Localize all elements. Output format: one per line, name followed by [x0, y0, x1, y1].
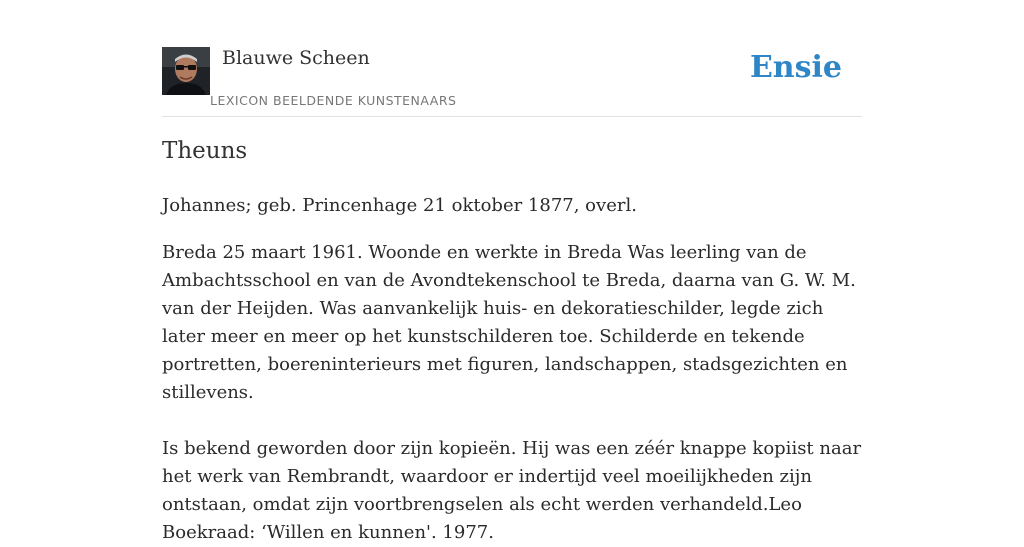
author-name[interactable]: Blauwe Scheen	[222, 47, 370, 69]
avatar-photo-icon	[162, 47, 210, 95]
article-content	[162, 192, 864, 547]
article-lead: Johannes; geb. Princenhage 21 oktober 1877, overl.	[162, 195, 637, 216]
author-avatar[interactable]	[162, 47, 210, 95]
collection-label[interactable]: LEXICON BEELDENDE KUNSTENAARS	[210, 93, 457, 108]
article-body: Breda 25 maart 1961. Woonde en werkte in Breda Was leerling van de Ambachtsschool en van de Avondtekenschool te Breda, daarna van G. W. M. van der Heijden. Was aanvankelijk huis- en dekoratieschilder, legde zich later meer en meer op het kunstschilderen toe. Schilderde en tekende portretten, boereninterieurs met figuren, landschappen, stadsgezichten en stillevens. Is bekend geworden door zijn kopieën. Hij was een zéér knappe kopiist naar het werk van Rembrandt, waardoor er indertijd veel moeilijkheden zijn ontstaan, omdat zijn voortbrengselen als echt werden verhandeld.Leo Boekraad: ‘Willen en kunnen'. 1977.	[162, 242, 862, 543]
page-header	[162, 46, 862, 117]
article-title: Theuns	[162, 138, 248, 164]
brand-logo[interactable]: Ensie	[749, 50, 842, 85]
